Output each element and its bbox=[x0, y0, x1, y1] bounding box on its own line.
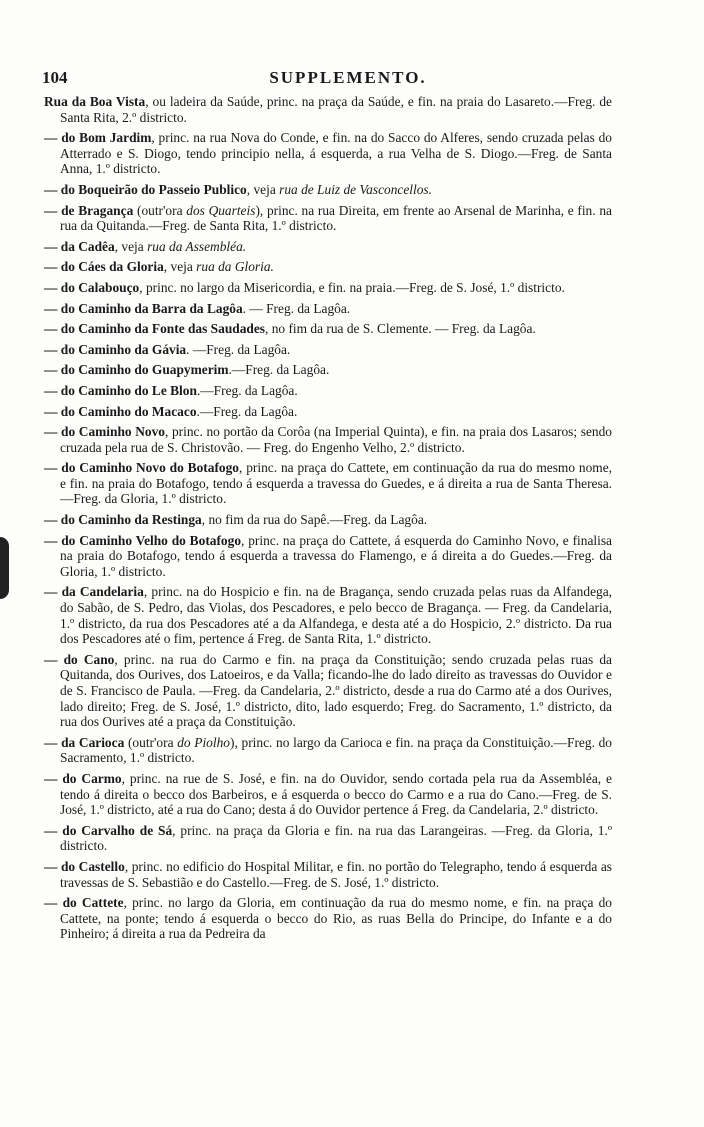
entry-text: . —Freg. da Lagôa. bbox=[186, 341, 291, 357]
street-entry bbox=[44, 94, 612, 125]
entry-text: , no fim da rua de S. Clemente. — Freg. da Lagôa. bbox=[265, 321, 536, 337]
street-name: do Caminho da Gávia bbox=[60, 341, 187, 357]
street-entry bbox=[44, 404, 612, 420]
entry-text: , princ. na praça do Cattete, em continuação da rua do mesmo nome, e fin. na praia do Botafogo, tendo á esquerda a travessa do Guedes, e á direita a rua de Santa Theresa.—Freg. da Gloria, 1.º districto. bbox=[60, 460, 612, 507]
street-entry bbox=[44, 652, 612, 730]
street-name: da Candelaria bbox=[61, 584, 144, 600]
page-header bbox=[40, 68, 656, 90]
street-entry bbox=[44, 735, 612, 766]
entry-dash: — bbox=[44, 321, 61, 337]
street-name: da Carioca bbox=[61, 734, 125, 750]
street-entry bbox=[44, 895, 612, 942]
street-name: do Caminho da Restinga bbox=[60, 512, 202, 528]
entry-dash: — bbox=[44, 895, 63, 911]
entry-dash: — bbox=[44, 202, 62, 218]
entry-text: , ou ladeira da Saúde, princ. na praça da Saúde, e fin. na praia do Lasareto.—Freg. de Santa Rita, 2.º districto. bbox=[60, 94, 612, 125]
entry-italic: rua de Luiz de Vasconcellos. bbox=[279, 181, 432, 197]
entry-dash: — bbox=[44, 770, 63, 786]
entry-dash: — bbox=[44, 584, 62, 600]
entry-text: .—Freg. da Lagôa. bbox=[228, 362, 330, 378]
entry-text: ), princ. no largo da Carioca e fin. na praça da Constituição.—Freg. do Sacramento, 1.º districto. bbox=[60, 734, 612, 766]
entry-dash: — bbox=[44, 512, 61, 528]
street-entry bbox=[44, 584, 612, 646]
entry-text: , princ. na praça da Gloria e fin. na rua das Larangeiras. —Freg. da Gloria, 1.º districto. bbox=[60, 822, 612, 854]
entry-text: (outr'ora bbox=[124, 734, 178, 750]
entry-dash: — bbox=[44, 130, 62, 146]
street-entry bbox=[44, 424, 612, 455]
street-entry bbox=[44, 859, 612, 890]
street-entry bbox=[44, 533, 612, 580]
entry-italic: do Piolho bbox=[177, 734, 230, 750]
street-name: do Caminho do Macaco bbox=[60, 403, 197, 419]
entry-dash: — bbox=[44, 822, 63, 838]
entry-text: , princ. no edificio do Hospital Militar, e fin. no portão do Telegrapho, tendo á esquerda as travessas de S. Sebastião e do Castello.—Freg. de S. José, 1.º districto. bbox=[60, 858, 612, 890]
street-name: do Carvalho de Sá bbox=[62, 822, 173, 838]
street-entry bbox=[44, 301, 612, 317]
street-name: do Calabouço bbox=[60, 279, 140, 295]
street-name: do Cattete bbox=[62, 895, 124, 911]
binding-shadow bbox=[0, 537, 9, 599]
street-entry bbox=[44, 321, 612, 337]
entry-dash: — bbox=[44, 259, 61, 275]
entry-italic: rua da Gloria. bbox=[196, 259, 274, 275]
street-name: Rua da Boa Vista bbox=[44, 94, 146, 109]
entry-text: , veja bbox=[246, 181, 280, 197]
street-entry bbox=[44, 280, 612, 296]
entry-text: , no fim da rua do Sapê.—Freg. da Lagôa. bbox=[201, 512, 428, 528]
street-entries bbox=[44, 94, 612, 947]
street-name: do Caminho Novo bbox=[61, 424, 165, 440]
entry-text: .—Freg. da Lagôa. bbox=[196, 403, 298, 419]
street-entry bbox=[44, 130, 612, 177]
entry-dash: — bbox=[44, 238, 61, 254]
entry-dash: — bbox=[44, 382, 61, 398]
entry-text: ), princ. na rua Direita, em frente ao Arsenal de Marinha, e fin. na rua da Quitanda.—Freg. de Santa Rita, 1.º districto. bbox=[60, 202, 612, 234]
street-name: da Cadêa bbox=[60, 238, 115, 254]
street-name: do Caminho do Le Blon bbox=[60, 382, 197, 398]
entry-text: , princ. na do Hospicio e fin. na de Bragança, sendo cruzada pelas ruas da Alfandega, do Sabão, de S. Pedro, das Violas, dos Pescadores, e pelo becco de Bragança. — Freg. da Candelaria, 1.º districto, da rua dos Pescadores até a da Alfandega, e desta até a do Hospicio, 2.º districto. Da rua dos Pescadores até o fim, pertence á Freg. de Santa Rita, 1.º districto. bbox=[60, 584, 612, 647]
street-entry bbox=[44, 823, 612, 854]
street-entry bbox=[44, 460, 612, 507]
street-entry bbox=[44, 383, 612, 399]
entry-dash: — bbox=[44, 651, 64, 667]
entry-text: .—Freg. da Lagôa. bbox=[196, 382, 298, 398]
entry-text: , princ. no largo da Misericordia, e fin. na praia.—Freg. de S. José, 1.º districto. bbox=[139, 279, 565, 295]
street-entry bbox=[44, 239, 612, 255]
entry-text: , veja bbox=[163, 259, 197, 275]
street-entry bbox=[44, 203, 612, 234]
entry-dash: — bbox=[44, 403, 61, 419]
street-entry bbox=[44, 182, 612, 198]
entry-dash: — bbox=[44, 341, 61, 357]
street-name: do Caminho do Guapymerim bbox=[60, 362, 229, 378]
running-title: SUPPLEMENTO. bbox=[269, 68, 427, 87]
entry-text: , princ. na praça do Cattete, á esquerda do Caminho Novo, e finalisa na praia do Botafogo, tendo á esquerda a travessa do Flamengo, e á direita a do Guedes.—Freg. da Gloria, 1.º districto. bbox=[60, 532, 612, 579]
entry-dash: — bbox=[44, 424, 62, 440]
entry-text: , princ. na rua Nova do Conde, e fin. na do Sacco do Alferes, sendo cruzada pelas do Atterrado e S. Diogo, tendo principio nella, á esquerda, a rua Velha de S. Diogo.—Freg. de Santa Anna, 1.º districto. bbox=[60, 130, 612, 177]
street-name: do Caminho da Fonte das Saudades bbox=[60, 321, 266, 337]
street-name: do Boqueirão do Passeio Publico bbox=[60, 181, 247, 197]
entry-dash: — bbox=[44, 858, 61, 874]
street-name: do Castello bbox=[60, 858, 125, 874]
entry-dash: — bbox=[44, 734, 62, 750]
entry-text: , princ. na rua do Carmo e fin. na praça da Constituição; sendo cruzada pelas ruas da Quitanda, dos Ourives, dos Latoeiros, e da Valla; ficando-lhe do lado direito as travessas do Ouvidor e de S. Francisco de Paula. —Freg. da Candelaria, 2.º districto, desde a rua do Carmo até a dos Ourives, lado direito; Freg. de S. José, 1.º districto, dito, lado esquerdo; Freg. do Sacramento, 1.º districto, da rua dos Ourives até a praça da Constituição. bbox=[60, 651, 612, 730]
entry-text: , princ. no largo da Gloria, em continuação da rua do mesmo nome, e fin. na praça do Cattete, na ponte; tendo á esquerda o becco do Rio, as ruas Bella do Principe, do Infante e a do Pinheiro; á direita a rua da Pedreira da bbox=[60, 895, 612, 942]
street-entry bbox=[44, 342, 612, 358]
street-entry bbox=[44, 259, 612, 275]
street-entry bbox=[44, 512, 612, 528]
entry-dash: — bbox=[44, 181, 61, 197]
entry-dash: — bbox=[44, 460, 62, 476]
entry-text: , princ. na rue de S. José, e fin. na do Ouvidor, sendo cortada pela rua da Assembléa, e tendo á direita o becco dos Barbeiros, e á esquerda o becco do Carmo e a rua do Cano.—Freg. de S. José, 1.º districto, até a rua do Cano; desta á do Ouvidor pertence á Freg. da Candelaria, 2.º districto. bbox=[60, 770, 612, 818]
street-name: do Caminho Novo do Botafogo bbox=[61, 460, 239, 476]
entry-dash: — bbox=[44, 279, 61, 295]
street-name: do Cano bbox=[63, 651, 115, 667]
street-name: do Caminho da Barra da Lagôa bbox=[60, 300, 243, 316]
street-entry bbox=[44, 771, 612, 818]
page-number: 104 bbox=[42, 68, 68, 87]
entry-text: , veja bbox=[114, 238, 148, 254]
entry-text: . — Freg. da Lagôa. bbox=[242, 300, 351, 316]
street-name: do Bom Jardim bbox=[61, 130, 152, 146]
street-name: do Cáes da Gloria bbox=[60, 259, 164, 275]
entry-italic: dos Quarteis bbox=[186, 202, 256, 218]
entry-dash: — bbox=[44, 532, 62, 548]
street-entry bbox=[44, 362, 612, 378]
entry-dash: — bbox=[44, 300, 61, 316]
entry-dash: — bbox=[44, 362, 61, 378]
street-name: do Caminho Velho do Botafogo bbox=[61, 532, 242, 548]
street-name: de Bragança bbox=[61, 202, 134, 218]
entry-text: (outr'ora bbox=[133, 202, 187, 218]
street-name: do Carmo bbox=[62, 770, 122, 786]
entry-text: , princ. no portão da Corôa (na Imperial Quinta), e fin. na praia dos Lasaros; sendo cruzada pela rua de S. Christovão. — Freg. do Engenho Velho, 2.º districto. bbox=[60, 424, 612, 455]
entry-italic: rua da Assembléa. bbox=[147, 238, 247, 254]
